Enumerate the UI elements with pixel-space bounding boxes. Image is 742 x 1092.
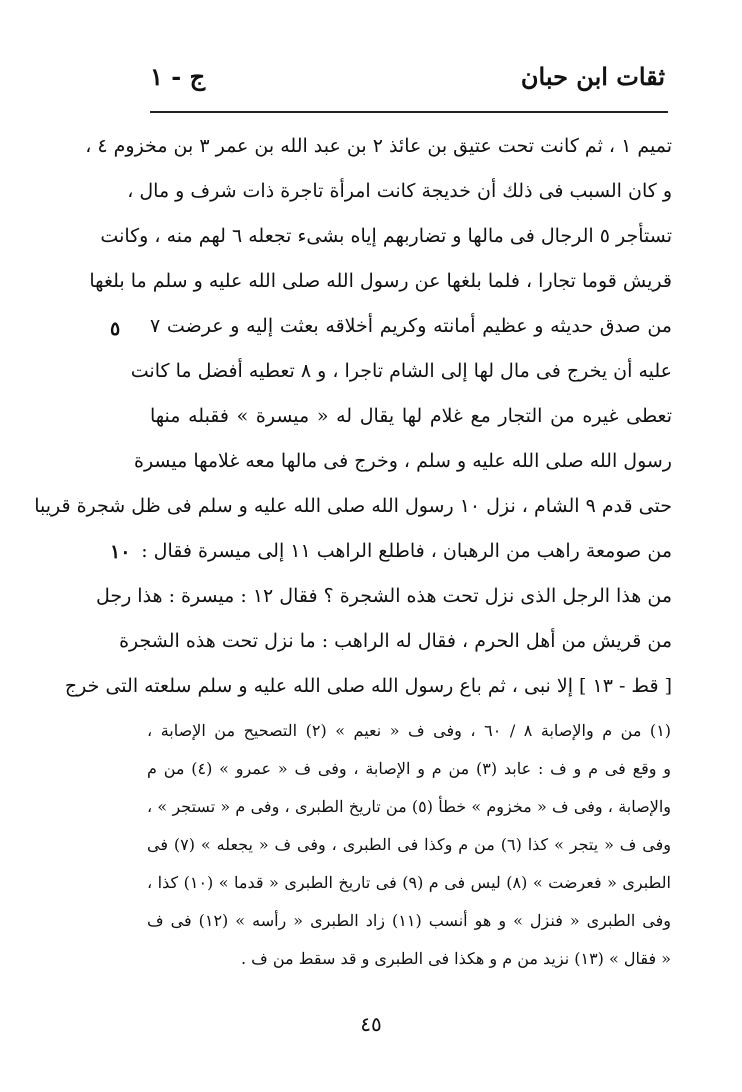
text-line: من صومعة راهب من الرهبان ، فاطلع الراهب ١١ إلى ميسرة فقال : (141, 540, 672, 562)
text-line: تعطى غيره من التجار مع غلام لها يقال له « ميسرة » فقبله منها (150, 405, 672, 427)
line-number-marker: ١٠ (110, 541, 131, 563)
text-line: قريش قوما تجارا ، فلما بلغها عن رسول الله صلى الله عليه و سلم ما بلغها (89, 270, 672, 292)
footnote-line: « فقال » (١٣) نزيد من م و هكذا فى الطبرى و قد سقط من ف . (241, 949, 671, 968)
text-line: من صدق حديثه و عظيم أمانته وكريم أخلاقه بعثت إليه و عرضت ٧ (150, 315, 672, 337)
text-line: تميم ١ ، ثم كانت تحت عتيق بن عائذ ٢ بن عبد الله بن عمر ٣ بن مخزوم ٤ ، (85, 135, 672, 157)
text-line: رسول الله صلى الله عليه و سلم ، وخرج فى مالها معه غلامها ميسرة (133, 450, 672, 472)
header-rule (150, 111, 668, 113)
footnote-line: الطبرى « فعرضت » (٨) ليس فى م (٩) فى تاريخ الطبرى « قدما » (١٠) كذا ، (147, 873, 672, 892)
footnote-line: وفى ف « يتجر » كذا (٦) من م وكذا فى الطبرى ، وفى ف « يجعله » (٧) فى (147, 835, 672, 854)
footnote-line: (١) من م والإصابة ٨ / ٦٠ ، وفى ف « نعيم » (٢) التصحيح من الإصابة ، (147, 721, 672, 740)
running-header (150, 62, 665, 102)
footnote-line: والإصابة ، وفى ف « مخزوم » خطأ (٥) من تاريخ الطبرى ، وفى م « تستجر » ، (147, 797, 672, 816)
text-line: [ قط - ١٣ ] إلا نبى ، ثم باع رسول الله صلى الله عليه و سلم سلعته التى خرج (64, 675, 672, 697)
text-line: و كان السبب فى ذلك أن خديجة كانت امرأة تاجرة ذات شرف و مال ، (127, 180, 672, 202)
footnote-line: وفى الطبرى « فنزل » و هو أنسب (١١) زاد الطبرى « رأسه » (١٢) فى ف (147, 911, 672, 930)
footnote-line: و وقع فى م و ف : عابد (٣) من م و الإصابة ، وفى ف « عمرو » (٤) من م (147, 759, 672, 778)
line-number-marker: ٥ (110, 318, 121, 340)
book-title: ثقات ابن حبان (520, 62, 665, 91)
footnotes (147, 712, 671, 978)
volume-label: ج - ١ (150, 62, 206, 91)
page-number: ٤٥ (360, 1012, 382, 1036)
text-line: تستأجر ٥ الرجال فى مالها و تضاربهم إياه بشىء تجعله ٦ لهم منه ، وكانت (100, 225, 672, 247)
text-line: عليه أن يخرج فى مال لها إلى الشام تاجرا ، و ٨ تعطيه أفضل ما كانت (130, 360, 672, 382)
text-line: من قريش من أهل الحرم ، فقال له الراهب : ما نزل تحت هذه الشجرة (119, 630, 672, 652)
text-line: من هذا الرجل الذى نزل تحت هذه الشجرة ؟ فقال ١٢ : ميسرة : هذا رجل (95, 585, 672, 607)
text-line: حتى قدم ٩ الشام ، نزل ١٠ رسول الله صلى الله عليه و سلم فى ظل شجرة قريبا (34, 495, 672, 517)
main-text (34, 124, 672, 709)
